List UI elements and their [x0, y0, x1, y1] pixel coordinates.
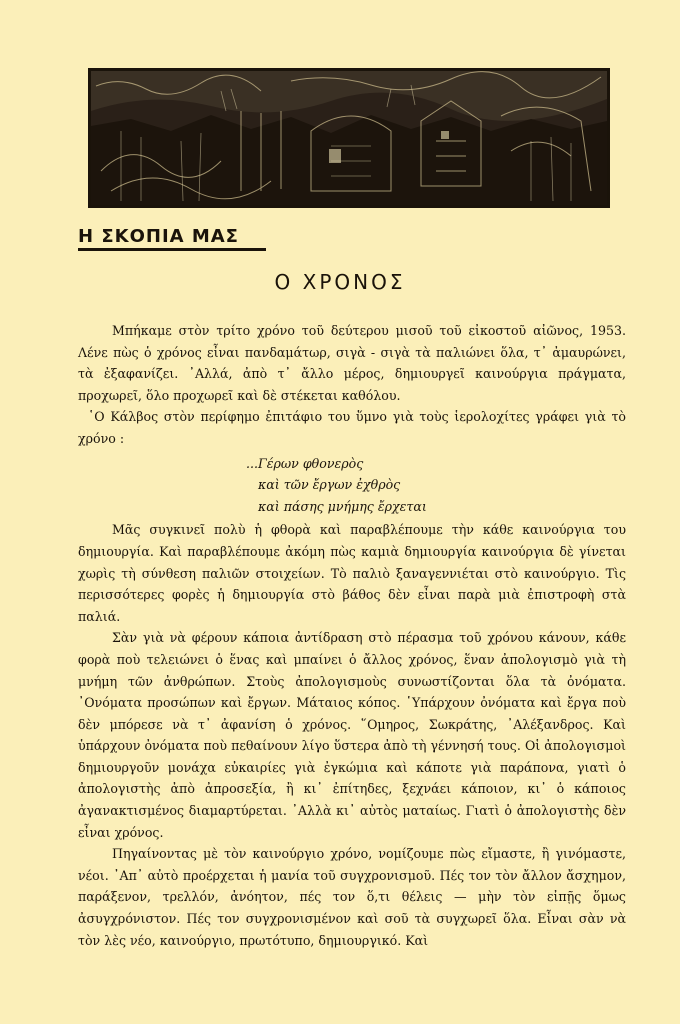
paragraph-5: Πηγαίνοντας μὲ τὸν καινούργιο χρόνο, νομίζουμε πὼς εἴμαστε, ἢ γινόμαστε, νέοι. ᾽Απ᾽ αὐτὸ προέρχεται ἡ μανία τοῦ συγχρονισμοῦ. Πές τον τὸν ἄλλον ἄσχημον, παράξενον, τρελλόν, ἀνόητον, πές τον ὅ,τι θέλεις — μὴν τὸν εἰπῇς ὅμως ἀσυγχρόνιστον. Πές τον συγχρονισμένον καὶ σοῦ τὰ συγχωρεῖ ὅλα. Εἶναι σὰν νὰ τὸν λὲς νέο, καινούργιο, πρωτότυπο, δημιουργικό. Καὶ [78, 846, 626, 948]
verse-line-3: καὶ πάσης μνήμης ἔρχεται [258, 498, 427, 514]
woodcut-illustration [88, 68, 610, 208]
article-title: Ο ΧΡΟΝΟΣ [274, 270, 406, 294]
paragraph-3: Μᾶς συγκινεῖ πολὺ ἡ φθορὰ καὶ παραβλέπουμε τὴν κάθε καινούργια του δημιουργία. Καὶ παραβλέπουμε ἀκόμη πὼς καμιὰ δημιουργία καινούργια δὲ γίνεται χωρὶς τὴ σύνθεση παλιῶν στοιχείων. Τὸ παλιὸ ξαναγεννιέται στὸ καινούργιο. Τὶς περισσότερες φορὲς ἡ δημιουργία στὸ βάθος δὲν εἶναι παρὰ μιὰ ἐπιστροφὴ στὰ παλιά. [78, 522, 626, 624]
verse-line-2: καὶ τῶν ἔργων ἐχθρὸς [258, 477, 401, 493]
verse-quote [78, 453, 626, 518]
verse-line-1: ...Γέρων φθονερὸς [246, 455, 364, 471]
section-heading: Η ΣΚΟΠΙΑ ΜΑΣ [78, 226, 266, 251]
paragraph-4: Σὰν γιὰ νὰ φέρουν κάποια ἀντίδραση στὸ πέρασμα τοῦ χρόνου κάνουν, κάθε φορὰ ποὺ τελειώνει ὁ ἕνας καὶ μπαίνει ὁ ἄλλος χρόνος, ἕναν ἀπολογισμὸ γιὰ τὴ μνήμη τῶν ἀνθρώπων. Στοὺς ἀπολογισμοὺς συνωστίζονται ὅλα τὰ ὀνόματα. ᾽Ονόματα προσώπων καὶ ἔργων. Μάταιος κόπος. ῾Υπάρχουν ὀνόματα καὶ ἔργα ποὺ δὲν μπόρεσε νὰ τ᾽ ἀφανίση ὁ χρόνος. ῞Ομηρος, Σωκράτης, ᾽Αλέξανδρος. Καὶ ὑπάρχουν ὀνόματα ποὺ πεθαίνουν λίγο ὕστερα ἀπὸ τὴ γέννησή τους. Οἱ ἀπολογισμοὶ δημιουργοῦν μονάχα εὐκαιρίες γιὰ ἐγκώμια καὶ κάποτε γιὰ παράπονα, γιατὶ ὁ ἀπολογιστὴς ἀπὸ ἀπροσεξία, ἢ κι᾽ ἐπίτηδες, ξεχνάει κάποιον, κι᾽ ὁ κάποιος ἀγανακτισμένος διαμαρτύρεται. ᾽Αλλὰ κι᾽ αὐτὸς ματαίως. Γιατὶ ὁ ἀπολογιστὴς δὲν εἶναι χρόνος. [78, 630, 626, 840]
woodcut-landscape-icon [91, 71, 607, 205]
paragraph-1: Μπήκαμε στὸν τρίτο χρόνο τοῦ δεύτερου μισοῦ τοῦ εἰκοστοῦ αἰῶνος, 1953. Λένε πὼς ὁ χρόνος εἶναι πανδαμάτωρ, σιγὰ - σιγὰ τὰ παλιώνει ὅλα, τ᾽ ἀμαυρώνει, τὰ ἐξαφανίζει. ᾽Αλλά, ἀπὸ τ᾽ ἄλλο μέρος, δημιουργεῖ καινούργια πράγματα, προχωρεῖ, ὅλο προχωρεῖ καὶ δὲ στέκεται καθόλου. [78, 323, 626, 403]
article-body [78, 320, 626, 951]
paragraph-2: ῾Ο Κάλβος στὸν περίφημο ἐπιτάφιο του ὕμνο γιὰ τοὺς ἱερολοχίτες γράφει γιὰ τὸ χρόνο : [78, 409, 626, 446]
